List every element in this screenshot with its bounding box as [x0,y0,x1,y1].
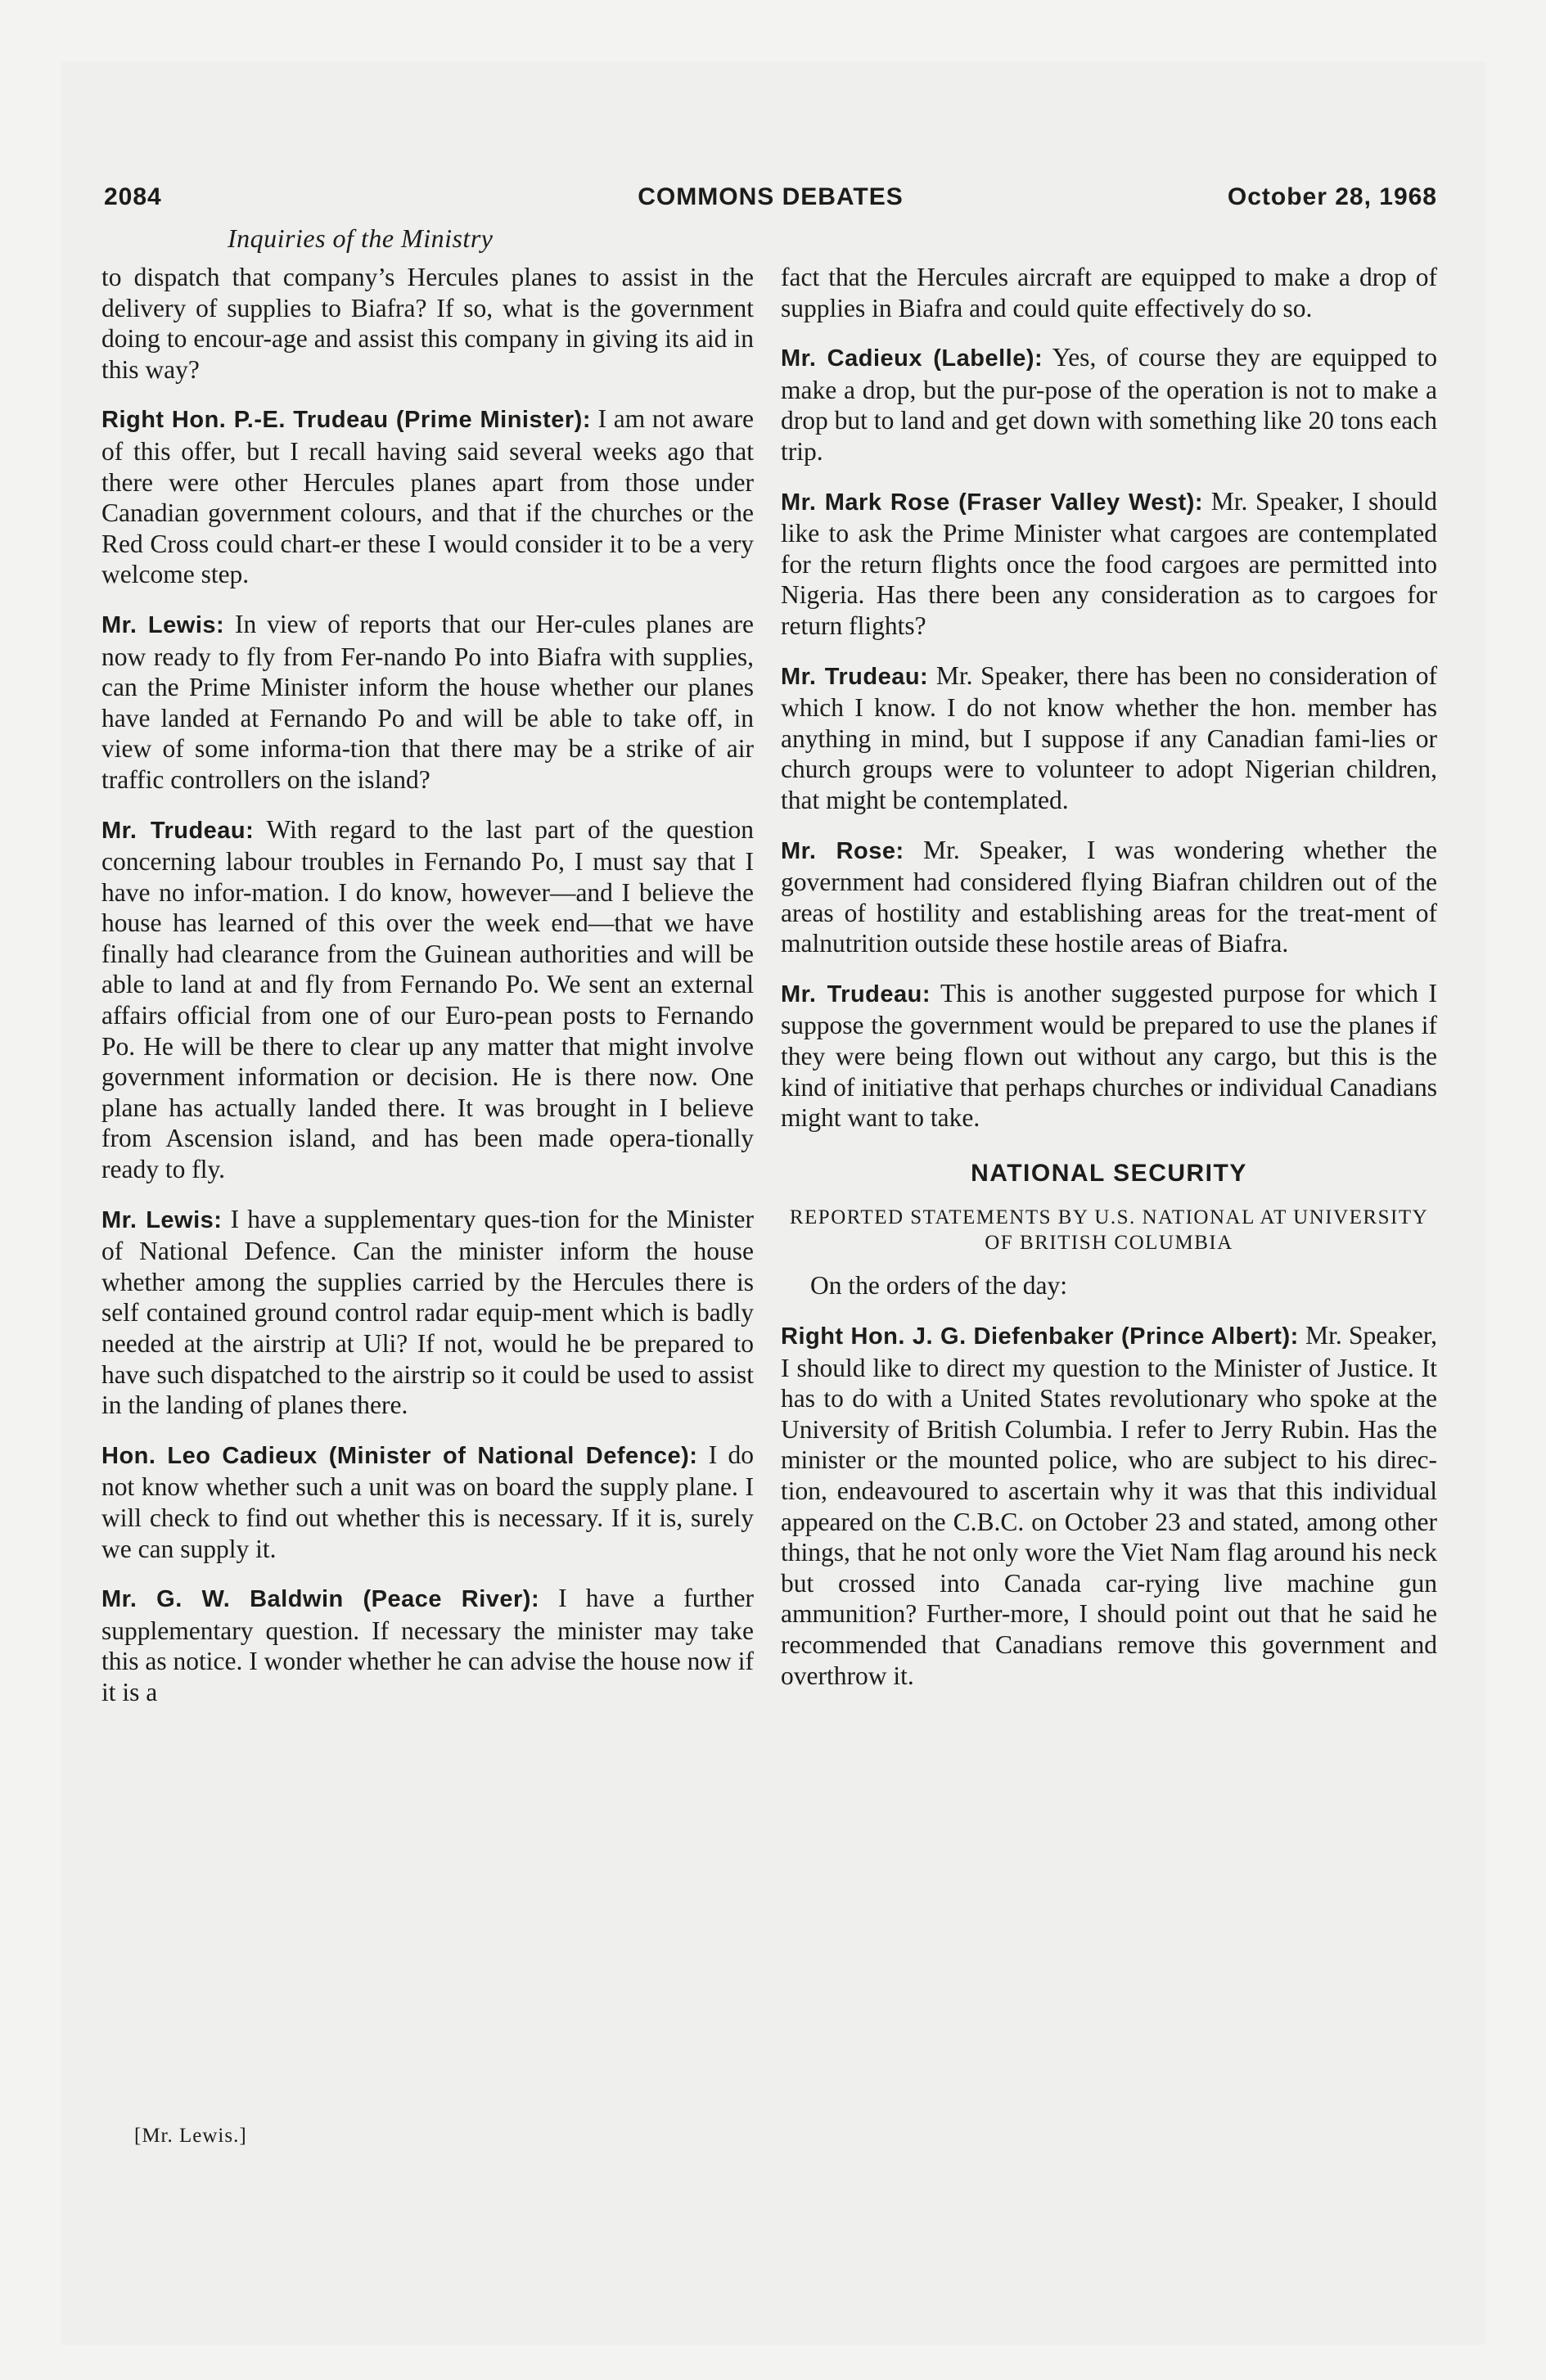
debate-paragraph [101,1583,754,1707]
debate-paragraph [101,262,754,385]
speaker-name: Mr. G. W. Baldwin (Peace River): [101,1586,540,1613]
speech-text: I have a further supplementary question. If necessary the minister may take this as notice. I wonder whether he can advise the house now if it is a [101,1584,754,1706]
speech-text: to dispatch that company’s Hercules planes to assist in the delivery of supplies to Biafra? If so, what is the government doing to encour-age and assist this company in giving its aid in this way? [101,263,754,384]
publication-title: COMMONS DEBATES [638,183,904,210]
debate-paragraph [101,609,754,796]
speech-text: Mr. Speaker, I was wondering whether the government had considered flying Biafran children out of the areas of hostility and establishing areas for the treat-ment of malnutrition outside these hostile areas of Biafra. [781,835,1437,958]
speech-text: Mr. Speaker, I should like to direct my question to the Minister of Justice. It has to do with a United States revolutionary who spoke at the University of British Columbia. I refer to Jerry Rubin. Has the minister or the mounted police, who are subject to his direc-tion, endeavoured to ascertain why it was that this individual appeared on the C.B.C. on October 23 and stated, among other things, that he not only wore the Viet Nam flag around his neck but crossed into Canada car-rying live machine gun ammunition? Further-more, I should point out that he said he recommended that Canadians remove this government and overthrow it. [781,1321,1438,1690]
speaker-name: Mr. Trudeau: [101,817,255,844]
right-column [781,262,1437,1710]
debate-paragraph [781,262,1437,323]
right-column-debate-continued [781,1320,1437,1691]
speech-text: Mr. Speaker, I should like to ask the Prime Minister what cargoes are contemplated for the return flights once the food cargoes are permitted into Nigeria. Has there been any consideration as to cargoes for return flights? [781,486,1438,640]
speech-text: Yes, of course they are equipped to make a drop, but the pur-pose of the operation is not to make a drop but to land and get down with something like 20 tons each trip. [781,343,1437,466]
speaker-name: Mr. Lewis: [101,1206,223,1233]
speaker-name: Mr. Cadieux (Labelle): [781,345,1043,372]
page-header [104,183,1437,219]
speech-text: I am not aware of this offer, but I recall having said several weeks ago that there were other Hercules planes apart from those under Canadian government colours, and that if the churches or the Red Cross could chart-er these I would consider it to be a very welcome step. [101,404,755,589]
left-column [101,262,754,1727]
speech-text: This is another suggested purpose for which I suppose the government would be prepared to use the planes if they were being flown out without any cargo, but this is the kind of initiative that perhaps churches or individual Canadians might want to take. [781,978,1437,1133]
orders-of-the-day: On the orders of the day: [810,1271,1068,1300]
debate-paragraph [781,660,1437,816]
debate-paragraph [101,403,754,590]
publication-date: October 28, 1968 [1227,183,1437,210]
speaker-name: Mr. Trudeau: [781,980,931,1007]
speech-text: In view of reports that our Her-cules planes are now ready to fly from Fer-nando Po into Biafra with supplies, can the Prime Minister inform the house whether our planes have landed at Fernando Po and will be able to take off, in view of some informa-tion that there may be a strike of air traffic controllers on the island? [101,609,755,794]
debate-paragraph [781,486,1437,642]
speaker-name: Mr. Lewis: [101,611,225,638]
debate-paragraph [101,1204,754,1421]
debate-paragraph [101,1440,754,1564]
debate-paragraph [781,342,1437,467]
speech-text: fact that the Hercules aircraft are equipped to make a drop of supplies in Biafra and could quite effectively do so. [781,263,1437,322]
right-column-debate [781,262,1437,1134]
speech-text: Mr. Speaker, there has been no consideration of which I know. I do not know whether the hon. member has anything in mind, but I suppose if any Canadian fami-lies or church groups were to volunteer to adopt Nigerian children, that might be contemplated. [781,660,1437,814]
speech-text: I do not know whether such a unit was on board the supply plane. I will check to find out whether this is necessary. If it is, surely we can supply it. [101,1440,755,1563]
section-subheading: REPORTED STATEMENTS BY U.S. NATIONAL AT UNIVERSITY OF BRITISH COLUMBIA [789,1206,1429,1255]
speaker-name: Mr. Rose: [781,837,904,864]
speech-text: I have a supplementary ques-tion for the Minister of National Defence. Can the minister inform the house whether among the supplies carried by the Hercules there is self contained ground control radar equip-ment which is badly needed at the airstrip at Uli? If not, would he be prepared to have such dispatched to the airstrip so it could be used to assist in the landing of planes there. [101,1204,754,1420]
debate-paragraph [781,835,1437,959]
speaker-name: Hon. Leo Cadieux (Minister of National Defence): [101,1442,698,1469]
footer-note: [Mr. Lewis.] [134,2125,247,2147]
debate-paragraph [781,978,1437,1134]
debate-paragraph [781,1320,1437,1691]
speaker-name: Right Hon. J. G. Diefenbaker (Prince Albert): [781,1323,1299,1350]
section-heading: NATIONAL SECURITY [971,1159,1247,1187]
speaker-name: Mr. Mark Rose (Fraser Valley West): [781,489,1204,516]
page-number: 2084 [104,183,162,210]
speaker-name: Mr. Trudeau: [781,663,929,690]
section-running-head: Inquiries of the Ministry [228,223,494,253]
debate-paragraph [101,814,754,1185]
speaker-name: Right Hon. P.-E. Trudeau (Prime Minister): [101,407,591,434]
speech-text: With regard to the last part of the question concerning labour troubles in Fernando Po, I must say that I have no infor-mation. I do know, however—and I believe the house has learned of this over the week end—that we have finally had clearance from the Guinean authorities and will be able to land at and fly from Fernando Po. We sent an external affairs official from one of our Euro-pean posts to Fernando Po. He will be there to clear up any matter that might involve government information or decision. He is there now. One plane has actually landed there. It was brought in I believe from Ascension island, and has been made opera-tionally ready to fly. [101,814,754,1184]
